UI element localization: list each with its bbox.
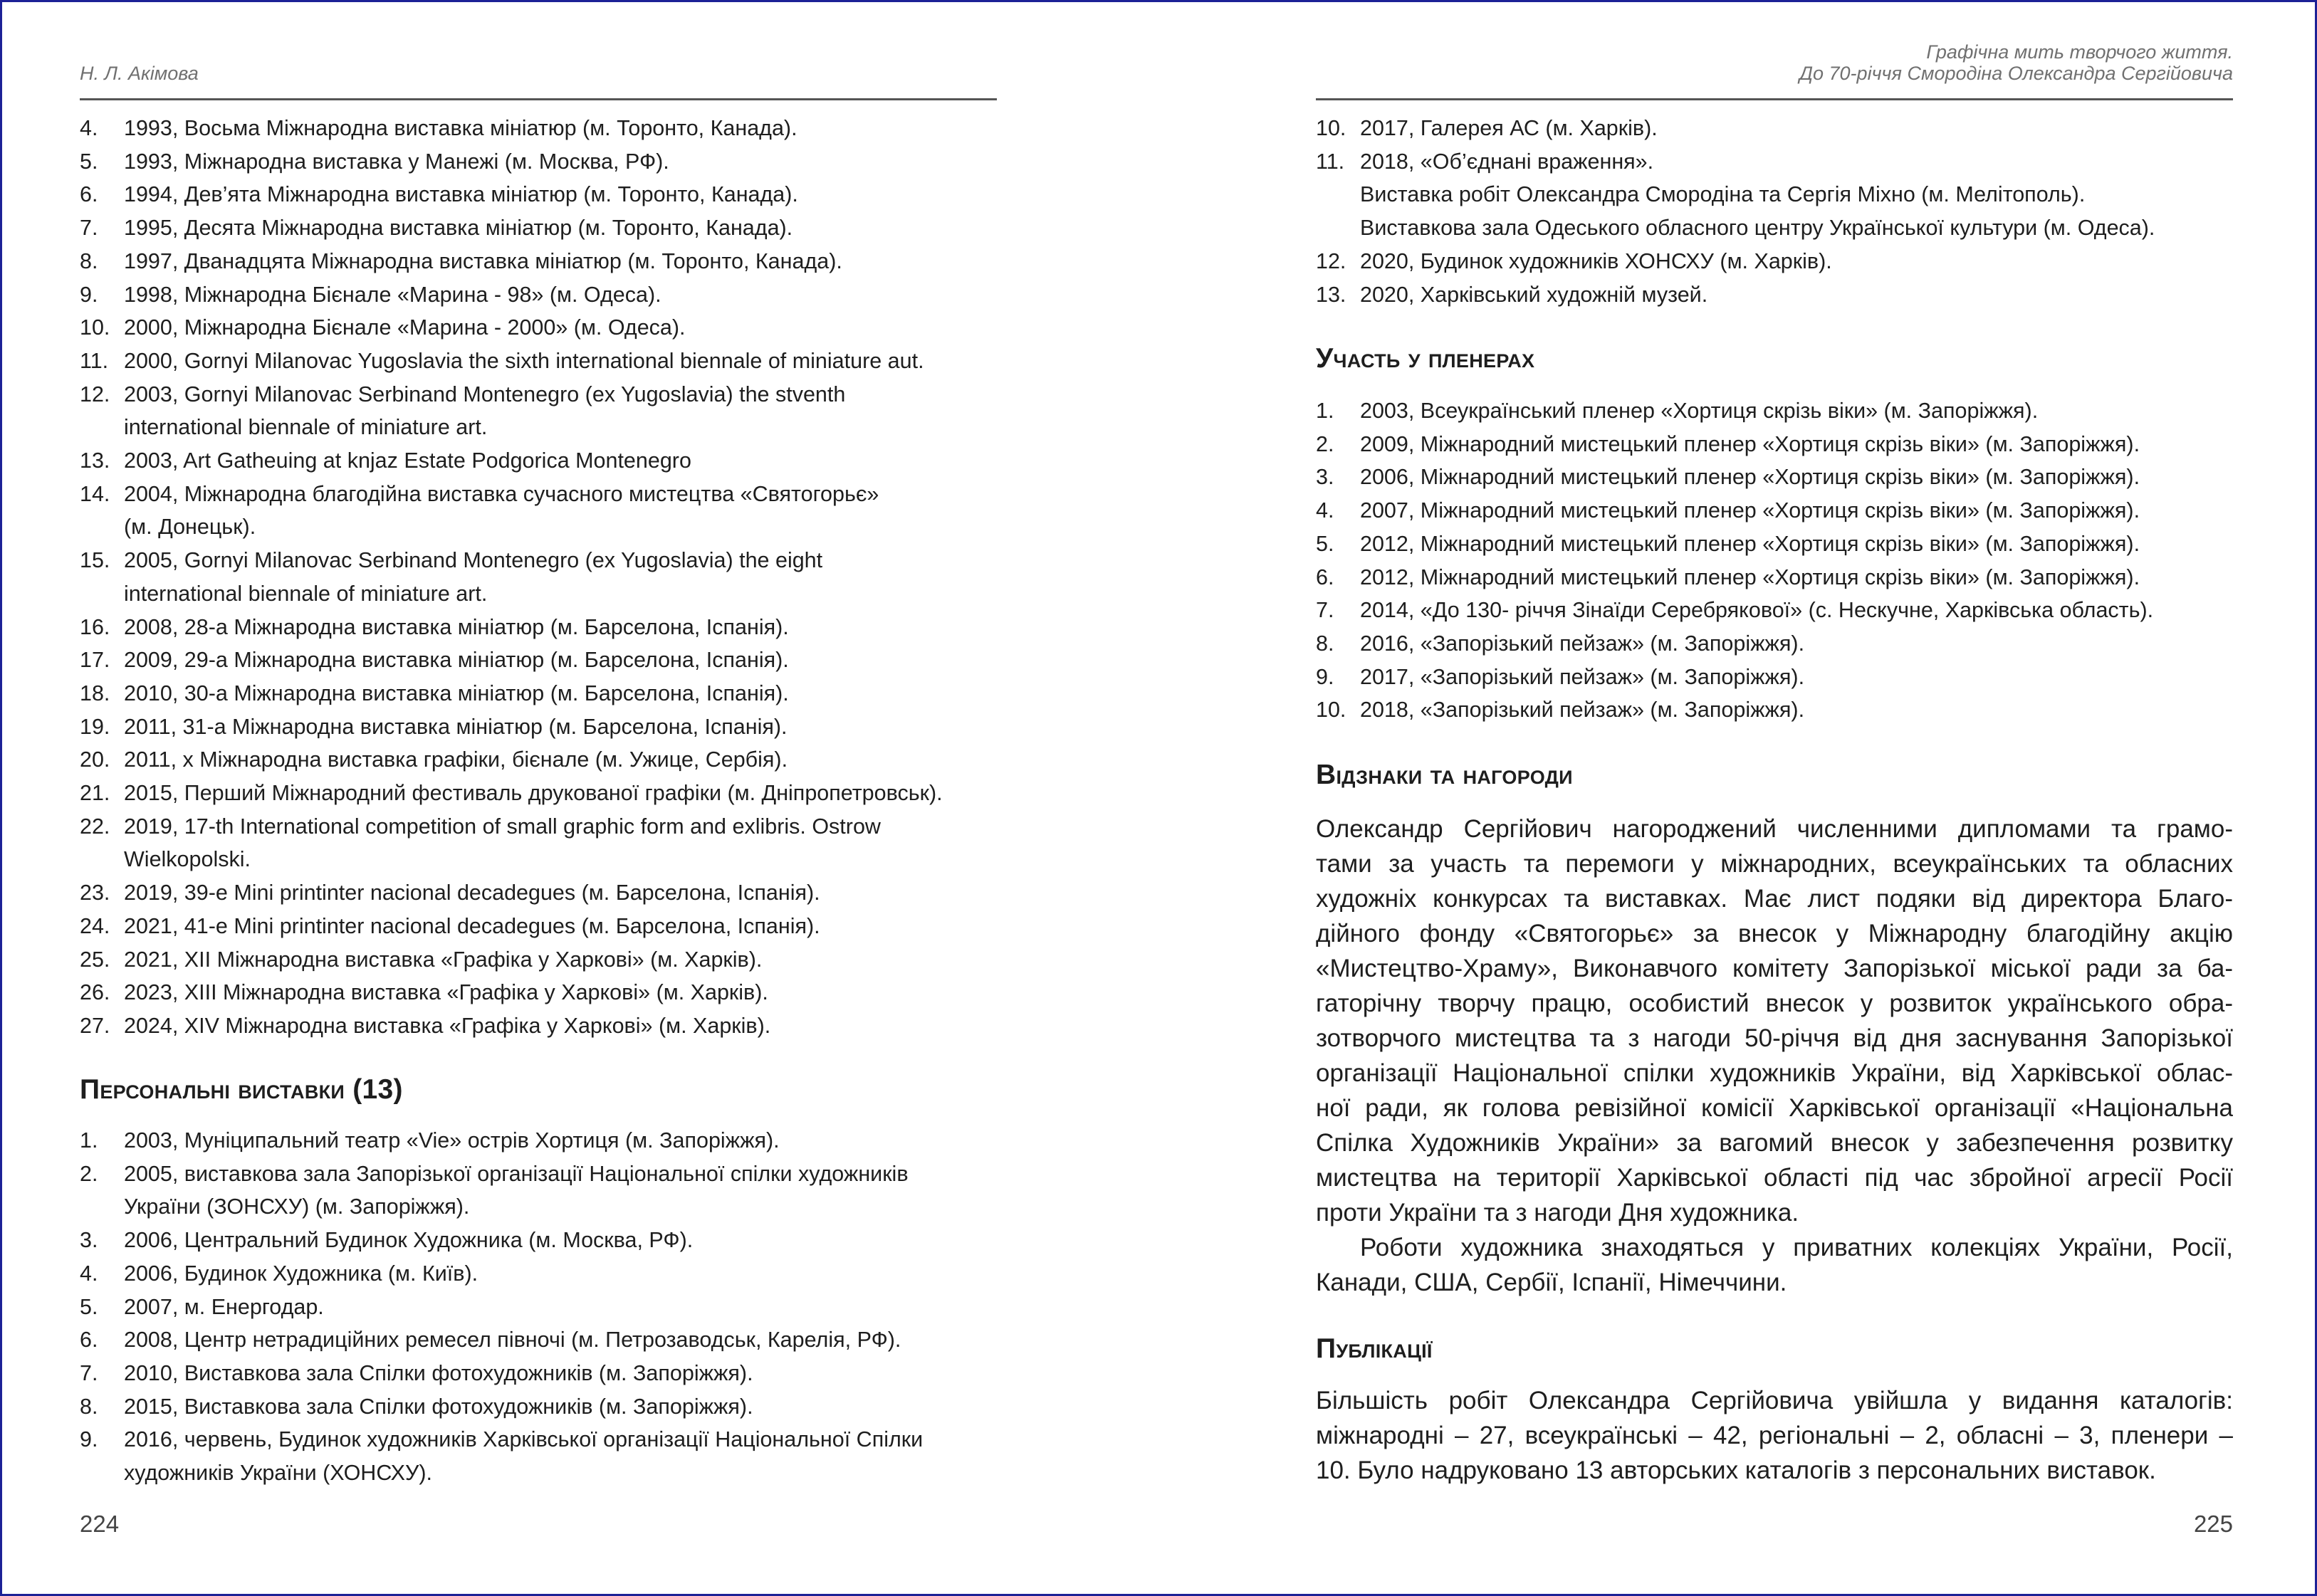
paragraph-line: «Мистецтво-Храму», Виконавчого комітету Запорізької міської ради за ба- (1316, 955, 2233, 982)
list-item-text (124, 478, 879, 544)
list-item (80, 677, 1005, 710)
list-item-number: 2. (1316, 431, 1334, 456)
list-item (80, 1390, 1005, 1424)
list-item-line: 2011, 31-а Міжнародна виставка мініатюр (м. Барселона, Іспанія). (124, 714, 788, 739)
list-item (80, 278, 1005, 312)
list-item-line: 2020, Харківський художній музей. (1360, 282, 1708, 307)
list-item (80, 112, 1005, 145)
list-item-line: 1994, Дев’ята Міжнародна виставка мініатюр (м. Торонто, Канада). (124, 182, 798, 207)
list-item-line: 2006, Будинок Художника (м. Київ). (124, 1261, 478, 1286)
list-item-text (124, 1009, 770, 1043)
list-item-number: 11. (80, 348, 109, 373)
list-item-text (1360, 627, 1804, 661)
list-item-number: 18. (80, 681, 110, 705)
paragraph-line: Канади, США, Сербії, Іспанії, Німеччини. (1316, 1269, 1787, 1296)
list-item-number: 5. (80, 149, 98, 174)
list-item-line: 2006, Міжнародний мистецький пленер «Хортиця скрізь віки» (м. Запоріжжя). (1360, 465, 2140, 490)
list-item-line: 2018, «Запорізький пейзаж» (м. Запоріжжя). (1360, 698, 1805, 723)
list-item-line: (м. Донецьк). (124, 515, 256, 540)
list-item (80, 644, 1005, 677)
list-item (80, 444, 1005, 478)
list-item-number: 8. (80, 248, 98, 273)
list-item-line: Виставкова зала Одеського обласного центру Української культури (м. Одеса). (1360, 216, 2155, 241)
list-item-number: 4. (1316, 498, 1334, 523)
list-item-line: international biennale of miniature art. (124, 581, 488, 606)
section-heading-publications: Публікації (1316, 1333, 1433, 1364)
list-item-text (124, 1124, 780, 1157)
list-item (80, 145, 1005, 179)
list-item-number: 10. (80, 315, 110, 340)
list-item-line: 2003, Всеукраїнський пленер «Хортиця скрізь віки» (м. Запоріжжя). (1360, 399, 2039, 423)
list-item (1316, 627, 2242, 661)
list-item-number: 13. (1316, 282, 1346, 307)
personal-exhibitions-list-cont (1316, 112, 2242, 311)
list-item-text (124, 611, 789, 644)
list-item-text (124, 910, 820, 943)
section-heading-awards: Відзнаки та нагороди (1316, 760, 1573, 790)
list-item (1316, 428, 2242, 461)
list-item-line: 2005, виставкова зала Запорізької організації Національної спілки художників (124, 1161, 909, 1186)
list-item-line: 1993, Восьма Міжнародна виставка мініатюр (м. Торонто, Канада). (124, 116, 797, 140)
list-item-line: художників України (ХОНСХУ). (124, 1461, 432, 1486)
list-item-number: 6. (1316, 565, 1334, 589)
list-item (80, 1323, 1005, 1357)
list-item (80, 1291, 1005, 1324)
list-item-number: 7. (80, 216, 98, 241)
list-item-number: 22. (80, 814, 110, 839)
list-item-text (124, 777, 943, 810)
list-item (1316, 527, 2242, 561)
list-item-number: 7. (1316, 598, 1334, 623)
list-item-text (1360, 494, 2140, 527)
exhibitions-list (80, 112, 1005, 1043)
list-item (80, 311, 1005, 345)
list-item-number: 26. (80, 980, 110, 1005)
list-item-line: 2021, 41-е Mini printinter nacional decadegues (м. Барселона, Іспанія). (124, 913, 820, 938)
list-item-number: 8. (80, 1394, 98, 1419)
list-item-text (124, 544, 822, 610)
list-item-line: 2007, м. Енергодар. (124, 1294, 324, 1319)
list-item-line: 2024, XIV Міжнародна виставка «Графіка у Харкові» (м. Харків). (124, 1013, 771, 1038)
list-item-text (124, 444, 691, 478)
list-item (80, 1224, 1005, 1257)
list-item-line: 2005, Gornyi Milanovac Serbinand Montenegro (ex Yugoslavia) the eight (124, 548, 823, 573)
list-item-line: 2016, «Запорізький пейзаж» (м. Запоріжжя). (1360, 631, 1805, 656)
list-item-line: 2003, Art Gatheuing at knjaz Estate Podgorica Montenegro (124, 448, 691, 473)
list-item-number: 5. (80, 1294, 98, 1319)
list-item-line: 2023, XIII Міжнародна виставка «Графіка у Харкові» (м. Харків). (124, 980, 768, 1005)
running-header-title (1316, 41, 2233, 84)
header-rule (1316, 98, 2233, 100)
list-item (80, 178, 1005, 211)
list-item-number: 8. (1316, 631, 1334, 656)
paragraph-line: 10. Було надруковано 13 авторських каталогів з персональних виставок. (1316, 1456, 2156, 1484)
list-item (80, 943, 1005, 977)
list-item (1316, 394, 2242, 428)
publications-paragraph (1316, 1383, 2233, 1488)
list-item-text (1360, 661, 1804, 694)
list-item (80, 211, 1005, 245)
list-item-number: 13. (80, 448, 110, 473)
list-item (80, 976, 1005, 1009)
list-item (1316, 145, 2242, 245)
header-subtitle-line: До 70-річчя Смородіна Олександра Сергійовича (1799, 63, 2233, 84)
list-item-text (124, 743, 788, 777)
list-item-number: 3. (1316, 465, 1334, 490)
paragraph-line: ної ради, як голова ревізійної комісії Харківської організації «Національна (1316, 1094, 2233, 1122)
section-heading-personal-exhibitions: Персональні виставки (13) (80, 1074, 403, 1105)
list-item-number: 3. (80, 1228, 98, 1253)
list-item-text (1360, 394, 2038, 428)
list-item-number: 27. (80, 1013, 110, 1038)
list-item-line: 1993, Міжнародна виставка у Манежі (м. Москва, РФ). (124, 149, 669, 174)
list-item-line: 2014, «До 130- річчя Зінаїди Серебрякової» (с. Нескучне, Харківська область). (1360, 598, 2154, 623)
list-item-line: 2011, х Міжнародна виставка графіки, бієнале (м. Ужице, Сербія). (124, 747, 788, 772)
left-page (80, 0, 997, 1596)
list-item-line: 2017, «Запорізький пейзаж» (м. Запоріжжя). (1360, 664, 1805, 689)
list-item-line: 2012, Міжнародний мистецький пленер «Хортиця скрізь віки» (м. Запоріжжя). (1360, 531, 2140, 556)
list-item-number: 5. (1316, 531, 1334, 556)
list-item-line: 2007, Міжнародний мистецький пленер «Хортиця скрізь віки» (м. Запоріжжя). (1360, 498, 2140, 523)
list-item-text (1360, 561, 2140, 594)
list-item-text (124, 311, 686, 345)
list-item-text (124, 345, 924, 378)
list-item-line: 2006, Центральний Будинок Художника (м. Москва, РФ). (124, 1228, 694, 1253)
list-item-number: 14. (80, 481, 110, 506)
paragraph-line: міжнародні – 27, всеукраїнські – 42, регіональні – 2, обласні – 3, пленери – (1316, 1422, 2233, 1449)
list-item-text (1360, 693, 1804, 727)
page-number: 225 (2193, 1511, 2233, 1537)
list-item (1316, 494, 2242, 527)
list-item-line: 2015, Перший Міжнародний фестиваль друкованої графіки (м. Дніпропетровськ). (124, 781, 943, 806)
awards-paragraph (1316, 812, 2233, 1300)
list-item (80, 1423, 1005, 1489)
list-item (80, 245, 1005, 278)
list-item-number: 23. (80, 881, 110, 905)
list-item (1316, 245, 2242, 278)
right-page (1316, 0, 2233, 1596)
list-item-line: 2008, Центр нетрадиційних ремесел півночі (м. Петрозаводськ, Карелія, РФ). (124, 1328, 901, 1353)
list-item-text (1360, 461, 2140, 494)
list-item-line: 2000, Gornyi Milanovac Yugoslavia the sixth international biennale of miniature aut. (124, 348, 924, 373)
list-item-number: 15. (80, 548, 110, 573)
list-item (80, 876, 1005, 910)
list-item (80, 710, 1005, 744)
list-item-number: 10. (1316, 698, 1346, 723)
list-item-number: 20. (80, 747, 110, 772)
list-item-line: 2015, Виставкова зала Спілки фотохудожників (м. Запоріжжя). (124, 1394, 753, 1419)
list-item-line: 2012, Міжнародний мистецький пленер «Хортиця скрізь віки» (м. Запоріжжя). (1360, 565, 2140, 589)
paragraph-line: Роботи художника знаходяться у приватних колекціях України, Росії, (1360, 1234, 2233, 1261)
list-item (80, 810, 1005, 876)
list-item-line: 1997, Дванадцята Міжнародна виставка мініатюр (м. Торонто, Канада). (124, 248, 842, 273)
list-item-line: 1998, Міжнародна Бієнале «Марина - 98» (м. Одеса). (124, 282, 661, 307)
list-item-text (124, 1390, 753, 1424)
list-item-number: 11. (1316, 149, 1345, 174)
list-item (80, 910, 1005, 943)
list-item (80, 378, 1005, 444)
list-item-number: 4. (80, 1261, 98, 1286)
list-item-text (1360, 245, 1832, 278)
list-item-text (1360, 278, 1707, 312)
list-item (80, 1124, 1005, 1157)
header-rule (80, 98, 997, 100)
list-item (80, 544, 1005, 610)
paragraph-line: організації Національної спілки художників України, від Харківської облас- (1316, 1059, 2233, 1087)
list-item (1316, 693, 2242, 727)
list-item-number: 12. (80, 382, 110, 406)
list-item-text (1360, 428, 2140, 461)
list-item-line: 2019, 17-th International competition of small graphic form and exlibris. Ostrow (124, 814, 881, 839)
list-item-line: 2008, 28-а Міжнародна виставка мініатюр (м. Барселона, Іспанія). (124, 614, 789, 639)
list-item-line: Виставка робіт Олександра Смородіна та Сергія Міхно (м. Мелітополь). (1360, 182, 2086, 207)
paragraph-line: Спілка Художників України» за вагомий внесок у забезпечення розвитку (1316, 1129, 2233, 1157)
list-item-text (1360, 527, 2140, 561)
list-item-text (124, 278, 661, 312)
list-item-number: 12. (1316, 248, 1346, 273)
list-item (80, 611, 1005, 644)
list-item-number: 7. (80, 1360, 98, 1385)
plein-air-list (1316, 394, 2242, 727)
list-item (80, 478, 1005, 544)
list-item-line: 2020, Будинок художників ХОНСХУ (м. Харків). (1360, 248, 1832, 273)
list-item-line: України (ЗОНСХУ) (м. Запоріжжя). (124, 1195, 470, 1219)
list-item-line: 2003, Муніципальний театр «Vie» острів Хортиця (м. Запоріжжя). (124, 1128, 780, 1153)
list-item-text (124, 810, 881, 876)
list-item-number: 9. (80, 1427, 98, 1452)
list-item-line: 2009, 29-а Міжнародна виставка мініатюр (м. Барселона, Іспанія). (124, 648, 789, 673)
list-item-line: 2009, Міжнародний мистецький пленер «Хортиця скрізь віки» (м. Запоріжжя). (1360, 431, 2140, 456)
list-item-text (124, 112, 797, 145)
paragraph-line: Більшість робіт Олександра Сергійовича увійшла у видання каталогів: (1316, 1387, 2233, 1414)
list-item-number: 24. (80, 913, 110, 938)
list-item (1316, 461, 2242, 494)
list-item-line: 1995, Десята Міжнародна виставка мініатюр (м. Торонто, Канада). (124, 216, 793, 241)
list-item-line: 2010, 30-а Міжнародна виставка мініатюр (м. Барселона, Іспанія). (124, 681, 789, 705)
list-item-text (124, 677, 789, 710)
list-item-line: 2004, Міжнародна благодійна виставка сучасного мистецтва «Святогорьє» (124, 481, 879, 506)
list-item-text (124, 145, 669, 179)
list-item-text (124, 378, 845, 444)
list-item-text (1360, 112, 1658, 145)
list-item-number: 4. (80, 116, 98, 140)
list-item-number: 1. (1316, 399, 1334, 423)
paragraph-line: художніх конкурсах та виставках. Має лист подяки від директора Благо- (1316, 885, 2233, 913)
list-item (80, 743, 1005, 777)
list-item-text (124, 710, 788, 744)
list-item-text (124, 245, 842, 278)
list-item (1316, 112, 2242, 145)
list-item-number: 25. (80, 947, 110, 972)
list-item-number: 10. (1316, 116, 1346, 140)
list-item (80, 1157, 1005, 1224)
list-item-text (124, 943, 762, 977)
list-item-number: 9. (80, 282, 98, 307)
list-item (80, 1257, 1005, 1291)
list-item-line: 2018, «Об’єднані враження». (1360, 149, 1654, 174)
list-item-text (124, 1423, 923, 1489)
list-item-text (124, 1357, 753, 1390)
section-heading-plein-air: Участь у пленерах (1316, 343, 1535, 374)
list-item-number: 1. (80, 1128, 98, 1153)
list-item (1316, 661, 2242, 694)
list-item-number: 21. (80, 781, 110, 806)
personal-exhibitions-list (80, 1124, 1005, 1490)
paragraph-line: зотворчого мистецтва та з нагоди 50-річчя від дня заснування Запорізької (1316, 1024, 2233, 1052)
list-item (80, 345, 1005, 378)
list-item (80, 1009, 1005, 1043)
paragraph-line: проти України та з нагоди Дня художника. (1316, 1199, 1799, 1227)
list-item-text (124, 1257, 478, 1291)
list-item (80, 1357, 1005, 1390)
list-item-number: 6. (80, 1328, 98, 1353)
paragraph-line: тами за участь та перемоги у міжнародних, всеукраїнських та обласних (1316, 850, 2233, 878)
list-item-text (124, 1224, 693, 1257)
header-title-line: Графічна мить творчого життя. (1926, 41, 2233, 63)
paragraph-line: мистецтва на території Харківської області під час збройної агресії Росії (1316, 1164, 2233, 1192)
paragraph-line: гаторічну творчу працю, особистий внесок у розвиток українського обра- (1316, 989, 2233, 1017)
list-item-text (1360, 594, 2153, 627)
paragraph-line: Олександр Сергійович нагороджений численними дипломами та грамо- (1316, 815, 2233, 843)
list-item-line: 2019, 39-е Mini printinter nacional decadegues (м. Барселона, Іспанія). (124, 881, 820, 905)
list-item-text (124, 178, 798, 211)
list-item-text (124, 876, 820, 910)
list-item (1316, 278, 2242, 312)
list-item-text (124, 1323, 901, 1357)
list-item-text (124, 976, 768, 1009)
list-item-text (124, 1291, 324, 1324)
list-item-text (1360, 145, 2155, 245)
list-item-number: 6. (80, 182, 98, 207)
list-item (80, 777, 1005, 810)
list-item-line: 2016, червень, Будинок художників Харківської організації Національної Спілки (124, 1427, 924, 1452)
list-item-line: 2010, Виставкова зала Спілки фотохудожників (м. Запоріжжя). (124, 1360, 753, 1385)
list-item-number: 2. (80, 1161, 98, 1186)
list-item (1316, 594, 2242, 627)
list-item-number: 9. (1316, 664, 1334, 689)
list-item-line: 2003, Gornyi Milanovac Serbinand Montenegro (ex Yugoslavia) the stventh (124, 382, 846, 406)
page-number: 224 (80, 1511, 120, 1537)
list-item-number: 19. (80, 714, 110, 739)
list-item-line: 2017, Галерея АС (м. Харків). (1360, 116, 1658, 140)
list-item-line: 2000, Міжнародна Бієнале «Марина - 2000» (м. Одеса). (124, 315, 686, 340)
list-item (1316, 561, 2242, 594)
list-item-number: 16. (80, 614, 110, 639)
list-item-line: international biennale of miniature art. (124, 415, 488, 440)
list-item-text (124, 211, 793, 245)
running-header-author: Н. Л. Акімова (80, 63, 199, 84)
list-item-number: 17. (80, 648, 110, 673)
paragraph-line: дійного фонду «Святогорьє» за внесок у Міжнародну благодійну акцію (1316, 920, 2233, 947)
list-item-line: Wielkopolski. (124, 847, 251, 872)
list-item-text (124, 644, 789, 677)
list-item-line: 2021, XII Міжнародна виставка «Графіка у Харкові» (м. Харків). (124, 947, 763, 972)
list-item-text (124, 1157, 909, 1224)
